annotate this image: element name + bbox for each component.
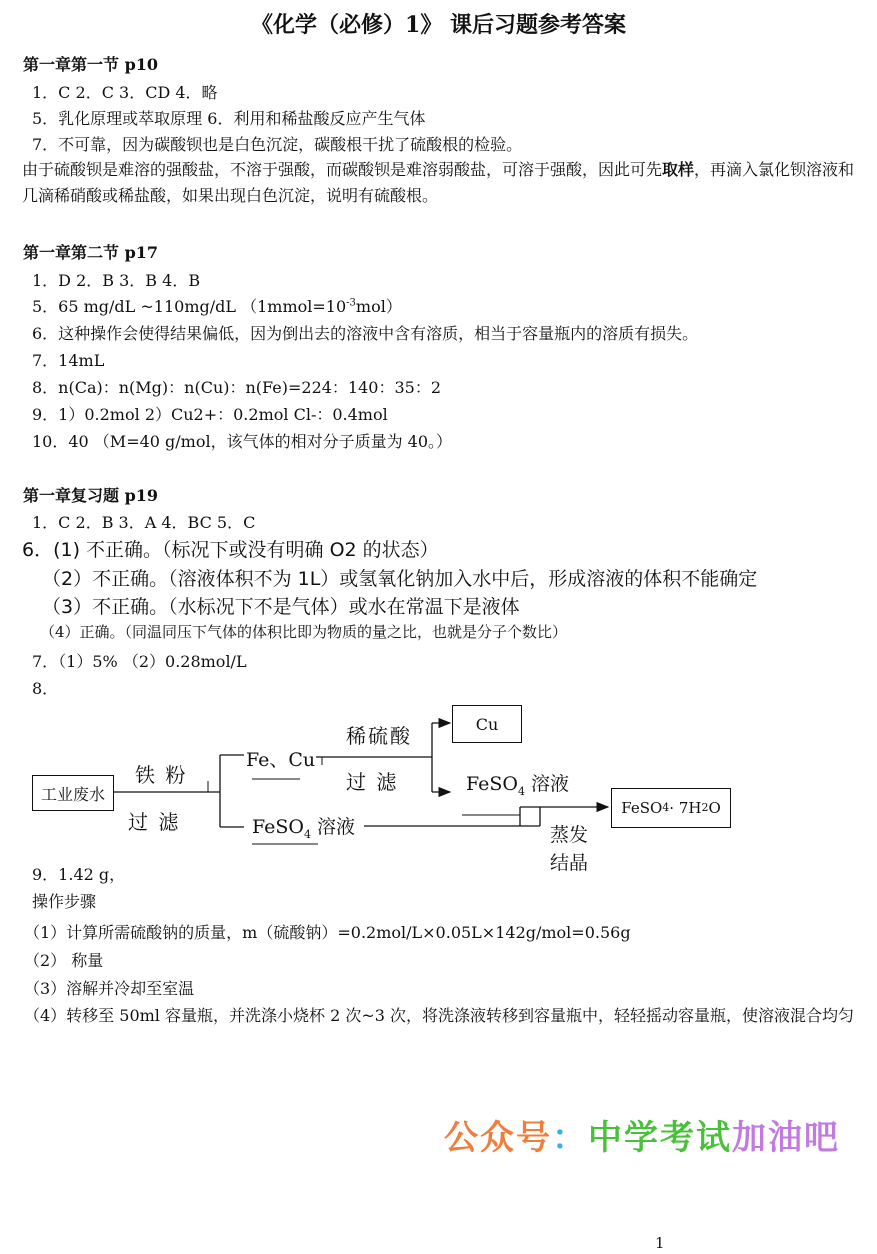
reagent-label: 铁 粉 xyxy=(135,763,188,787)
superscript: -3 xyxy=(346,297,356,309)
answer-line: 6．(1) 不正确。（标况下或没有明确 O2 的状态） xyxy=(22,539,439,561)
watermark xyxy=(444,1110,840,1159)
subscript: 4 xyxy=(517,784,525,798)
page-title: 《化学（必修）1》 课后习题参考答案 xyxy=(251,12,626,38)
answer-line: 7．14mL xyxy=(32,351,105,370)
answer-line: 8．n(Ca)：n(Mg)：n(Cu)：n(Fe)=224：140：35：2 xyxy=(32,378,442,397)
answer-line: 9．1）0.2mol 2）Cu2+：0.2mol Cl-：0.4mol xyxy=(32,405,388,424)
line-text: 5．65 mg/dL ~110mg/dL （1mmol=10 xyxy=(32,297,347,316)
product-label-fe-cu: Fe、Cu xyxy=(246,749,316,771)
answer-line: 7．（1）5% （2）0.28mol/L xyxy=(32,652,247,671)
section-heading-1-2: 第一章第二节 p17 xyxy=(23,243,159,262)
section-heading-1-1: 第一章第一节 p10 xyxy=(23,55,159,74)
answer-line: （2）不正确。（溶液体积不为 1L）或氢氧化钠加入水中后，形成溶液的体积不能确定 xyxy=(42,568,758,590)
operation-label: 过 滤 xyxy=(128,810,181,834)
formula-text: · 7H xyxy=(669,799,702,817)
formula-text: 溶液 xyxy=(310,816,356,838)
answer-line: （3）不正确。（水标况下不是气体）或水在常温下是液体 xyxy=(42,596,520,618)
formula-text: FeSO xyxy=(252,816,304,838)
formula-text: 溶液 xyxy=(524,773,570,795)
line-text: mol） xyxy=(355,297,402,316)
answer-line: （4）正确。（同温同压下气体的体积比即为物质的量之比，也就是分子个数比） xyxy=(40,623,568,641)
box-label: 工业废水 xyxy=(40,784,105,804)
formula-text: O xyxy=(708,799,721,817)
answer-line: 5．乳化原理或萃取原理 6．利用和稀盐酸反应产生气体 xyxy=(32,109,426,128)
box-label: Cu xyxy=(475,714,499,734)
answer-line: 1．C 2．C 3．CD 4．略 xyxy=(32,83,218,102)
answer-line xyxy=(32,294,402,317)
product-label-feso4 xyxy=(466,769,569,796)
operation-label: 过 滤 xyxy=(346,770,399,794)
answer-paragraph: （4）转移至 50ml 容量瓶，并洗涤小烧杯 2 次~3 次，将洗涤液转移到容量瓶中，轻轻摇动容量瓶，使溶液混合均匀 xyxy=(24,1006,855,1025)
operation-label: 蒸发 xyxy=(550,824,589,846)
answer-line: 7．不可靠，因为碳酸钡也是白色沉淀，碳酸根干扰了硫酸根的检验。 xyxy=(32,135,523,154)
answer-line: （1）计算所需硫酸钠的质量，m（硫酸钠）=0.2mol/L×0.05L×142g/mol=0.56g xyxy=(24,923,631,942)
answer-paragraph xyxy=(22,157,857,209)
answer-line: 操作步骤 xyxy=(32,892,97,911)
emphasis-text: 取样 xyxy=(662,160,695,179)
watermark-part: 公众号 xyxy=(444,1118,552,1158)
page-number: 1 xyxy=(655,1234,665,1252)
answer-line: 10．40 （M=40 g/mol，该气体的相对分子质量为 40。） xyxy=(32,432,453,451)
watermark-part: 加油吧 xyxy=(732,1118,840,1158)
process-flow-diagram xyxy=(0,695,877,875)
paragraph-text: ，再滴入氯化钡溶液和几滴稀硝酸或稀盐酸，如果出现白色沉淀，说明有硫酸根。 xyxy=(22,160,855,205)
final-product-box: FeSO 4 · 7H 2 O xyxy=(611,788,731,828)
subscript: 4 xyxy=(303,827,311,841)
answer-line: （2） 称量 xyxy=(24,951,104,970)
waste-water-box xyxy=(32,775,114,811)
copper-box xyxy=(452,705,522,743)
watermark-part: ： xyxy=(552,1118,588,1158)
section-heading-review: 第一章复习题 p19 xyxy=(23,486,159,505)
answer-line: 1．C 2．B 3．A 4．BC 5．C xyxy=(32,513,256,532)
answer-line: 8． xyxy=(32,679,59,698)
answer-line: 6．这种操作会使得结果偏低，因为倒出去的溶液中含有溶质，相当于容量瓶内的溶质有损失。 xyxy=(32,324,699,343)
answer-line: 9．1.42 g， xyxy=(32,865,126,884)
answer-line: （3）溶解并冷却至室温 xyxy=(24,979,195,998)
product-label-feso4 xyxy=(252,812,355,839)
formula-text: FeSO xyxy=(621,799,663,817)
formula-text: FeSO xyxy=(466,773,518,795)
watermark-part: 中学考试 xyxy=(588,1118,732,1158)
operation-label: 结晶 xyxy=(550,852,589,874)
paragraph-text: 由于硫酸钡是难溶的强酸盐，不溶于强酸，而碳酸钡是难溶弱酸盐，可溶于强酸，因此可先 xyxy=(22,160,663,179)
answer-line: 1．D 2．B 3．B 4．B xyxy=(32,271,201,290)
reagent-label: 稀硫酸 xyxy=(346,724,412,748)
